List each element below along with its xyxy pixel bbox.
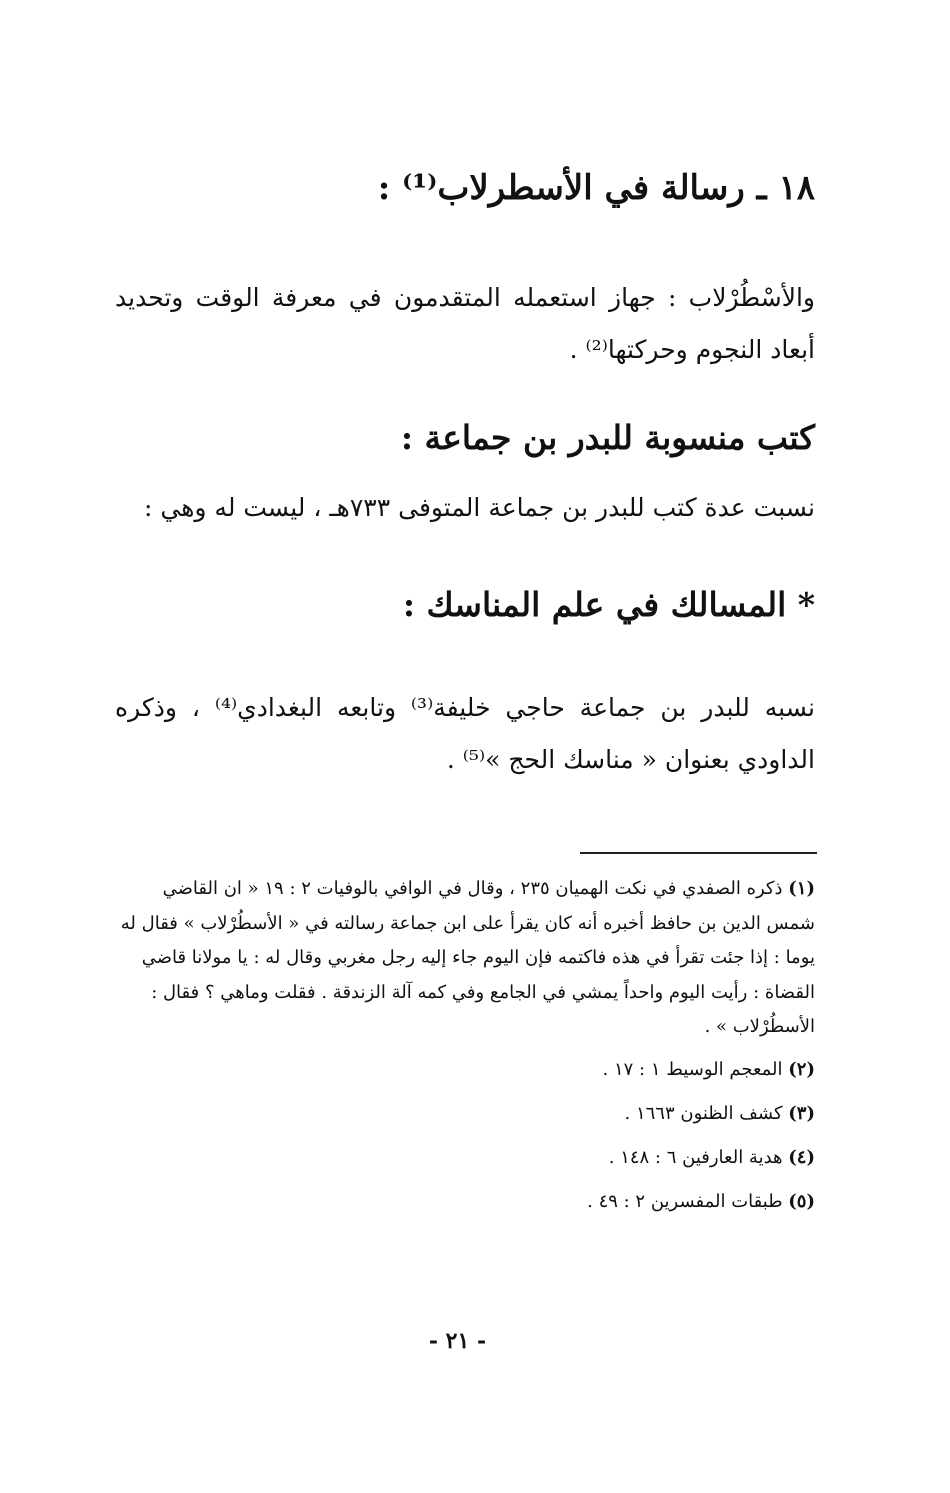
footnote-5 bbox=[115, 1183, 815, 1221]
section-heading-attributed-books: كتب منسوبة للبدر بن جماعة : bbox=[400, 418, 815, 457]
paragraph-masalik: نسبه للبدر بن جماعة حاجي خليفة⁽³⁾ وتابعه البغدادي⁽⁴⁾ ، وذكره الداودي بعنوان « مناسك الحج »⁽⁵⁾ . bbox=[115, 693, 815, 774]
section-heading-astrolabe: ١٨ ـ رسالة في الأسطرلاب⁽¹⁾ : bbox=[377, 168, 815, 208]
footnote-1 bbox=[115, 872, 815, 1045]
footnote-number: (٤) bbox=[788, 1146, 815, 1168]
paragraph-astrolabe-definition: والأسْطُرْلاب : جهاز استعمله المتقدمون في معرفة الوقت وتحديد أبعاد النجوم وحركتها⁽²⁾ . bbox=[115, 283, 815, 364]
footnote-text: هدية العارفين ٦ : ١٤٨ . bbox=[608, 1146, 783, 1168]
paragraph-attributed-books: نسبت عدة كتب للبدر بن جماعة المتوفى ٧٣٣هـ ، ليست له وهي : bbox=[144, 493, 815, 522]
footnote-3 bbox=[115, 1095, 815, 1133]
footnote-text: كشف الظنون ١٦٦٣ . bbox=[624, 1102, 783, 1124]
footnote-separator bbox=[580, 852, 817, 854]
footnotes bbox=[115, 872, 815, 1221]
footnote-number: (٥) bbox=[788, 1190, 815, 1212]
footnote-text: المعجم الوسيط ١ : ١٧ . bbox=[602, 1058, 783, 1080]
footnote-4 bbox=[115, 1139, 815, 1177]
footnote-number: (٣) bbox=[788, 1102, 815, 1124]
footnote-number: (١) bbox=[788, 878, 815, 899]
section-heading-masalik: * المسالك في علم المناسك : bbox=[402, 585, 815, 624]
footnote-text: ذكره الصفدي في نكت الهميان ٢٣٥ ، وقال في الوافي بالوفيات ٢ : ١٩ « ان القاضي شمس الدين بن حافظ أخبره أنه كان يقرأ على ابن جماعة رسالته في « الأسطُرْلاب » فقال له يوما : إذا جئت تقرأ في هذه فاكتمه فإن اليوم جاء إليه رجل مغربي وقال له : يا مولانا قاضي القضاة : رأيت اليوم واحداً يمشي في الجامع وفي كمه آلة الزندقة . فقلت وماهي ؟ فقال : الأسطُرْلاب » . bbox=[120, 878, 815, 1037]
footnote-text: طبقات المفسرين ٢ : ٤٩ . bbox=[587, 1190, 783, 1212]
footnote-number: (٢) bbox=[788, 1058, 815, 1080]
page-number: - ٢١ - bbox=[428, 1328, 487, 1354]
footnote-2 bbox=[115, 1051, 815, 1089]
